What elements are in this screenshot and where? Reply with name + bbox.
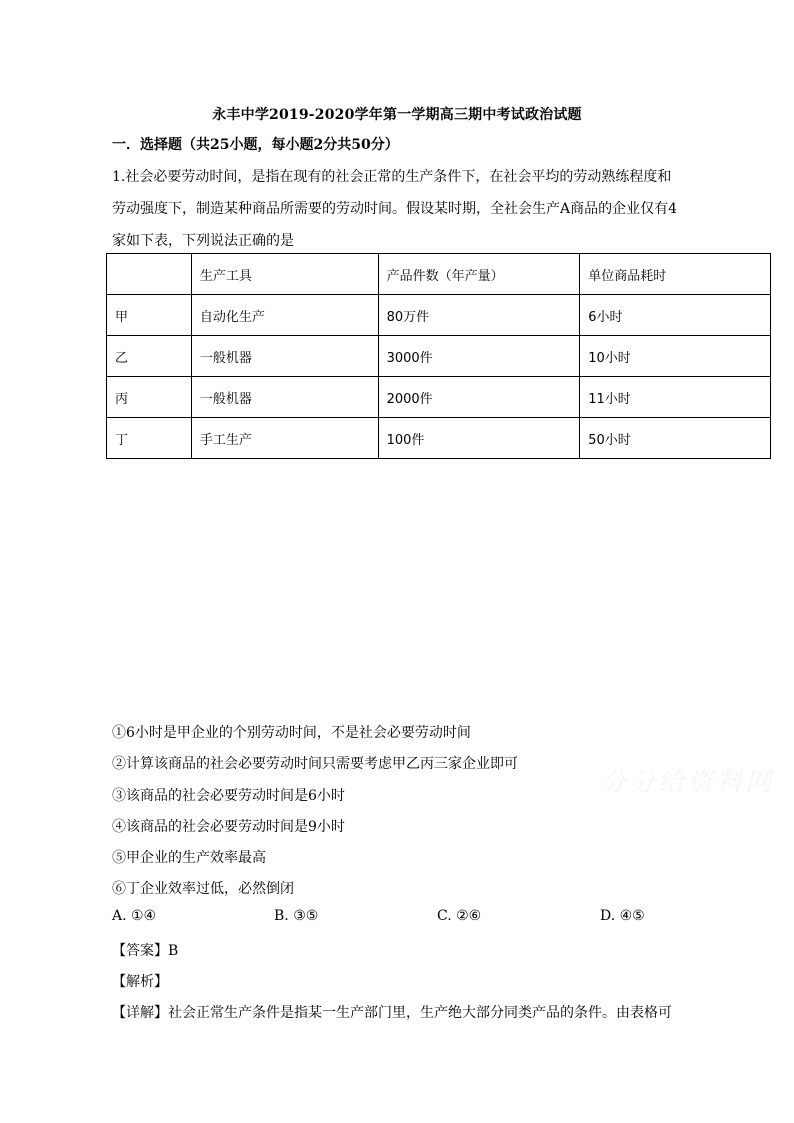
table-cell: 3000件 — [378, 336, 580, 377]
table-cell: 丁 — [107, 418, 192, 459]
option-d: D. ④⑤ — [600, 908, 645, 924]
statement-2: ②计算该商品的社会必要劳动时间只需要考虑甲乙丙三家企业即可 — [112, 756, 518, 772]
question-line-3: 家如下表，下列说法正确的是 — [112, 233, 294, 249]
question-line-1: 1.社会必要劳动时间，是指在现有的社会正常的生产条件下，在社会平均的劳动熟练程度和 — [112, 169, 672, 185]
table-header-cell — [107, 254, 192, 295]
table-cell: 80万件 — [378, 295, 580, 336]
table-cell: 10小时 — [580, 336, 771, 377]
statement-6: ⑥丁企业效率过低，必然倒闭 — [112, 881, 294, 897]
table-cell: 50小时 — [580, 418, 771, 459]
analysis-heading: 【解析】 — [112, 974, 168, 990]
watermark: 分分给资料网 — [600, 768, 775, 798]
table-cell: 11小时 — [580, 377, 771, 418]
section-heading: 一．选择题（共25小题，每小题2分共50分） — [112, 137, 399, 153]
statement-1: ①6小时是甲企业的个别劳动时间，不是社会必要劳动时间 — [112, 725, 471, 741]
table-cell: 自动化生产 — [191, 295, 378, 336]
option-c: C. ②⑥ — [437, 908, 482, 924]
table-header-cell: 产品件数（年产量） — [378, 254, 580, 295]
table-cell: 手工生产 — [191, 418, 378, 459]
table-header-cell: 单位商品耗时 — [580, 254, 771, 295]
option-b: B. ③⑤ — [274, 908, 319, 924]
table-row — [107, 336, 771, 377]
table-cell: 一般机器 — [191, 336, 378, 377]
statement-5: ⑤甲企业的生产效率最高 — [112, 850, 266, 866]
table-cell: 2000件 — [378, 377, 580, 418]
table-cell: 6小时 — [580, 295, 771, 336]
statement-3: ③该商品的社会必要劳动时间是6小时 — [112, 788, 345, 804]
table-row — [107, 418, 771, 459]
page-title: 永丰中学2019-2020学年第一学期高三期中考试政治试题 — [212, 107, 582, 123]
detail-text: 【详解】社会正常生产条件是指某一生产部门里，生产绝大部分同类产品的条件。由表格可 — [112, 1005, 672, 1021]
table-cell: 甲 — [107, 295, 192, 336]
question-line-2: 劳动强度下，制造某种商品所需要的劳动时间。假设某时期，全社会生产A商品的企业仅有4 — [112, 201, 678, 217]
table-row — [107, 377, 771, 418]
table-header-cell: 生产工具 — [191, 254, 378, 295]
table-header-row — [107, 254, 771, 295]
table-row — [107, 295, 771, 336]
table-cell: 一般机器 — [191, 377, 378, 418]
table-cell: 丙 — [107, 377, 192, 418]
table-cell: 乙 — [107, 336, 192, 377]
answer-text: 【答案】B — [112, 943, 179, 959]
enterprise-table — [106, 253, 771, 459]
table-cell: 100件 — [378, 418, 580, 459]
option-a: A. ①④ — [112, 908, 157, 924]
statement-4: ④该商品的社会必要劳动时间是9小时 — [112, 819, 345, 835]
